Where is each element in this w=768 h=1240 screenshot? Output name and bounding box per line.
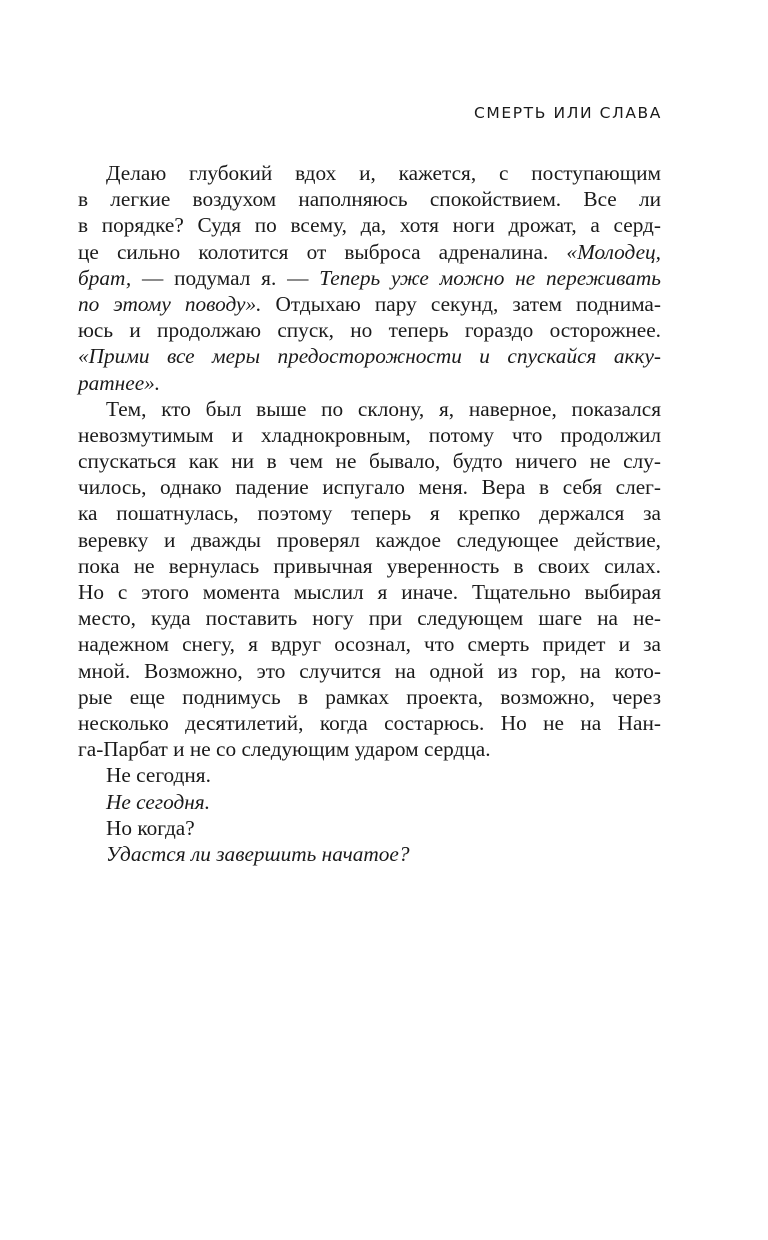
paragraph-2-line-10: надежном снегу, я вдруг осознал, что смерть придет и за [78, 632, 661, 657]
inner-speech: «Молодец, [566, 239, 661, 264]
short-line-2: Не сегодня. [106, 789, 211, 814]
short-line-4: Удастся ли завершить начатое? [106, 841, 410, 866]
paragraph-2-line-6: веревку и дважды проверял каждое следующее действие, [78, 527, 661, 552]
paragraph-2-line-13: несколько десятилетий, когда состарюсь. Но не на Нан- [78, 710, 661, 735]
narration: Отдыхаю пару секунд, затем поднима- [261, 291, 661, 316]
inner-speech: по этому поводу». [78, 291, 262, 316]
narration: — подумал я. — [142, 265, 320, 290]
paragraph-2-line-4: чилось, однако падение испугало меня. Вера в себя слег- [78, 475, 661, 500]
body-text [78, 160, 661, 867]
paragraph-1-line-6 [78, 291, 661, 317]
short-line-3: Но когда? [106, 815, 195, 840]
running-head: СМЕРТЬ ИЛИ СЛАВА [473, 104, 662, 122]
paragraph-2-line-8: Но с этого момента мыслил я иначе. Тщательно выбирая [78, 580, 661, 604]
inner-speech: Теперь уже можно не переживать [319, 265, 661, 290]
paragraph-1-line-4 [78, 239, 661, 265]
paragraph-2-line-1: Тем, кто был выше по склону, я, наверное, показался [106, 396, 661, 421]
paragraph-1-line-1: Делаю глубокий вдох и, кажется, с поступающим [106, 161, 661, 185]
paragraph-1-line-5 [78, 265, 661, 291]
short-line-1: Не сегодня. [106, 763, 211, 788]
paragraph-1-line-2: в легкие воздухом наполняюсь спокойствием. Все ли [78, 187, 661, 212]
paragraph-2-line-3: спускаться как ни в чем не бывало, будто ничего не слу- [78, 449, 661, 474]
paragraph-2-line-11: мной. Возможно, это случится на одной из гор, на кото- [78, 658, 661, 683]
paragraph-2-line-7: пока не вернулась привычная уверенность в своих силах. [78, 553, 661, 578]
paragraph-2-line-12: рые еще поднимусь в рамках проекта, возможно, через [78, 684, 661, 709]
paragraph-1-line-9: ратнее». [78, 370, 161, 395]
paragraph-2-line-9: место, куда поставить ногу при следующем шаге на не- [78, 606, 661, 631]
narration: це сильно колотится от выброса адреналина. [78, 239, 567, 264]
paragraph-2-line-5: ка пошатнулась, поэтому теперь я крепко держался за [78, 501, 661, 526]
paragraph-1-line-7: юсь и продолжаю спуск, но теперь гораздо осторожнее. [78, 318, 661, 343]
paragraph-1-line-3: в порядке? Судя по всему, да, хотя ноги дрожат, а серд- [78, 213, 661, 238]
paragraph-1-line-8: «Прими все меры предосторожности и спускайся акку- [78, 344, 661, 369]
paragraph-2-line-2: невозмутимым и хладнокровным, потому что продолжил [78, 422, 661, 447]
inner-speech: брат, [78, 265, 143, 290]
paragraph-2-line-14: га-Парбат и не со следующим ударом сердца. [78, 737, 491, 762]
